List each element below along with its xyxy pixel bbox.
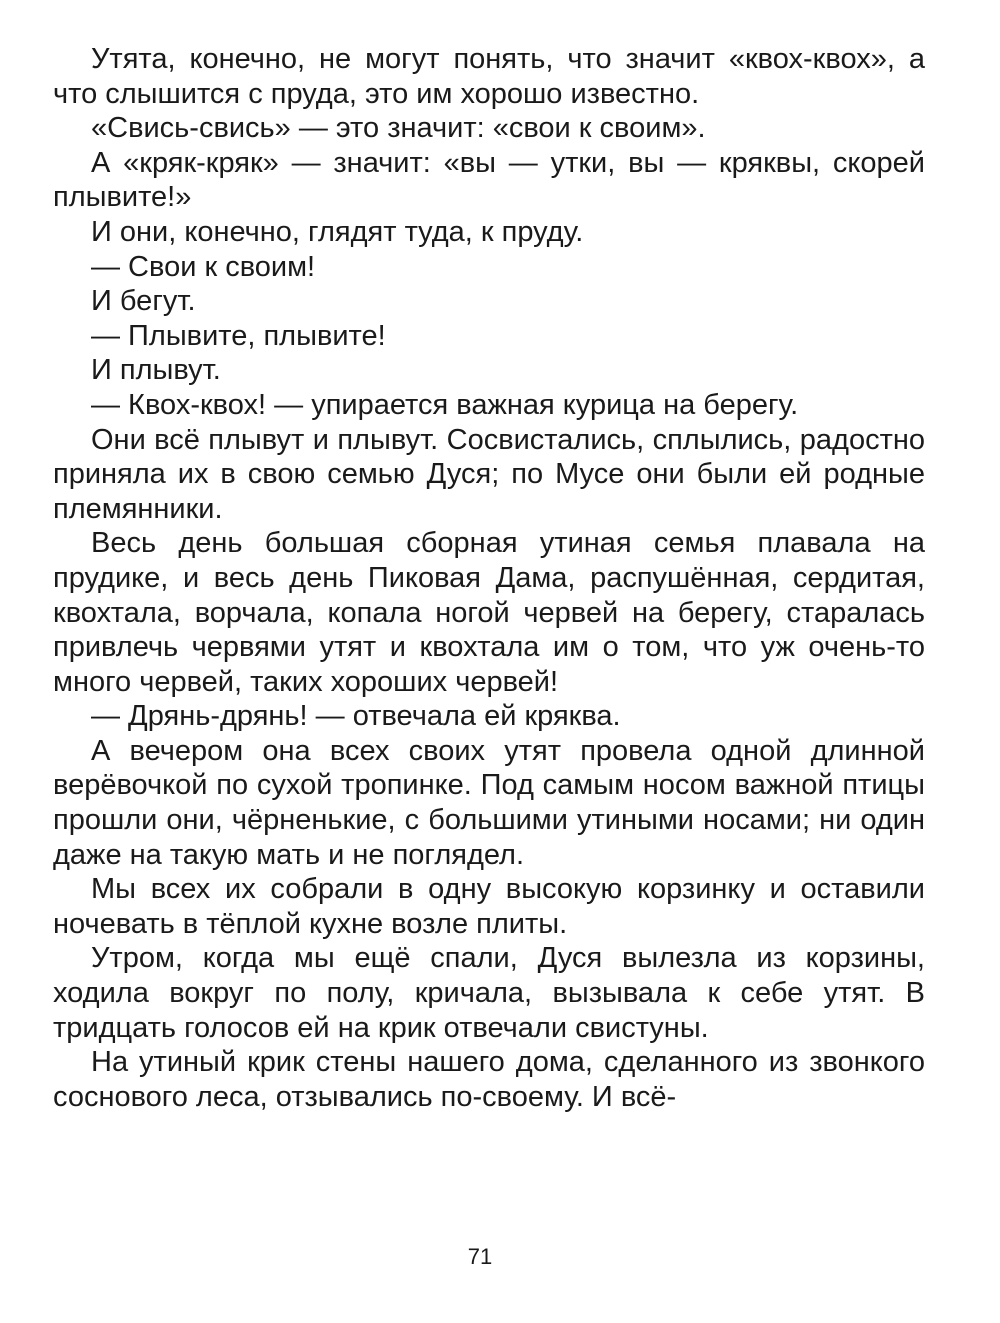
paragraph: Весь день большая сборная утиная семья плавала на прудике, и весь день Пиковая Дама, распушённая, сердитая, квохтала, ворчала, копала ногой червей на берегу, старалась привлечь червями утят и квохтала им о том, что уж очень-то много червей, таких хороших червей! xyxy=(53,527,925,698)
paragraph: — Квох-квох! — упирается важная курица на берегу. xyxy=(91,388,799,421)
paragraph: И плывут. xyxy=(91,354,221,387)
paragraph: — Свои к своим! xyxy=(91,250,316,283)
paragraph: «Свись-свись» — это значит: «свои к своим». xyxy=(91,112,706,145)
paragraph: И они, конечно, глядят туда, к пруду. xyxy=(91,215,584,248)
paragraph: Мы всех их собрали в одну высокую корзинку и оставили ночевать в тёплой кухне возле плиты. xyxy=(53,873,925,940)
paragraph: Утром, когда мы ещё спали, Дуся вылезла из корзины, ходила вокруг по полу, кричала, вызывала к себе утят. В тридцать голосов ей на крик отвечали свистуны. xyxy=(53,942,925,1044)
page-number: 71 xyxy=(467,1244,493,1269)
paragraph: Они всё плывут и плывут. Сосвистались, сплылись, радостно приняла их в свою семью Дуся; по Мусе они были ей родные племянники. xyxy=(53,423,925,525)
body-text xyxy=(53,42,925,1114)
paragraph: Утята, конечно, не могут понять, что значит «квох-квох», а что слышится с пруда, это им хорошо известно. xyxy=(53,43,925,110)
paragraph: — Плывите, плывите! xyxy=(91,319,386,352)
paragraph: А вечером она всех своих утят провела одной длинной верёвочкой по сухой тропинке. Под самым носом важной птицы прошли они, чёрненькие, с большими утиными носами; ни один даже на такую мать и не поглядел. xyxy=(53,734,925,871)
paragraph: А «кряк-кряк» — значит: «вы — утки, вы — кряквы, скорей плывите!» xyxy=(53,146,925,214)
paragraph: И бегут. xyxy=(91,285,196,318)
paragraph: На утиный крик стены нашего дома, сделанного из звонкого соснового леса, отзывались по-своему. И всё- xyxy=(53,1046,925,1113)
paragraph: — Дрянь-дрянь! — отвечала ей кряква. xyxy=(91,700,621,733)
